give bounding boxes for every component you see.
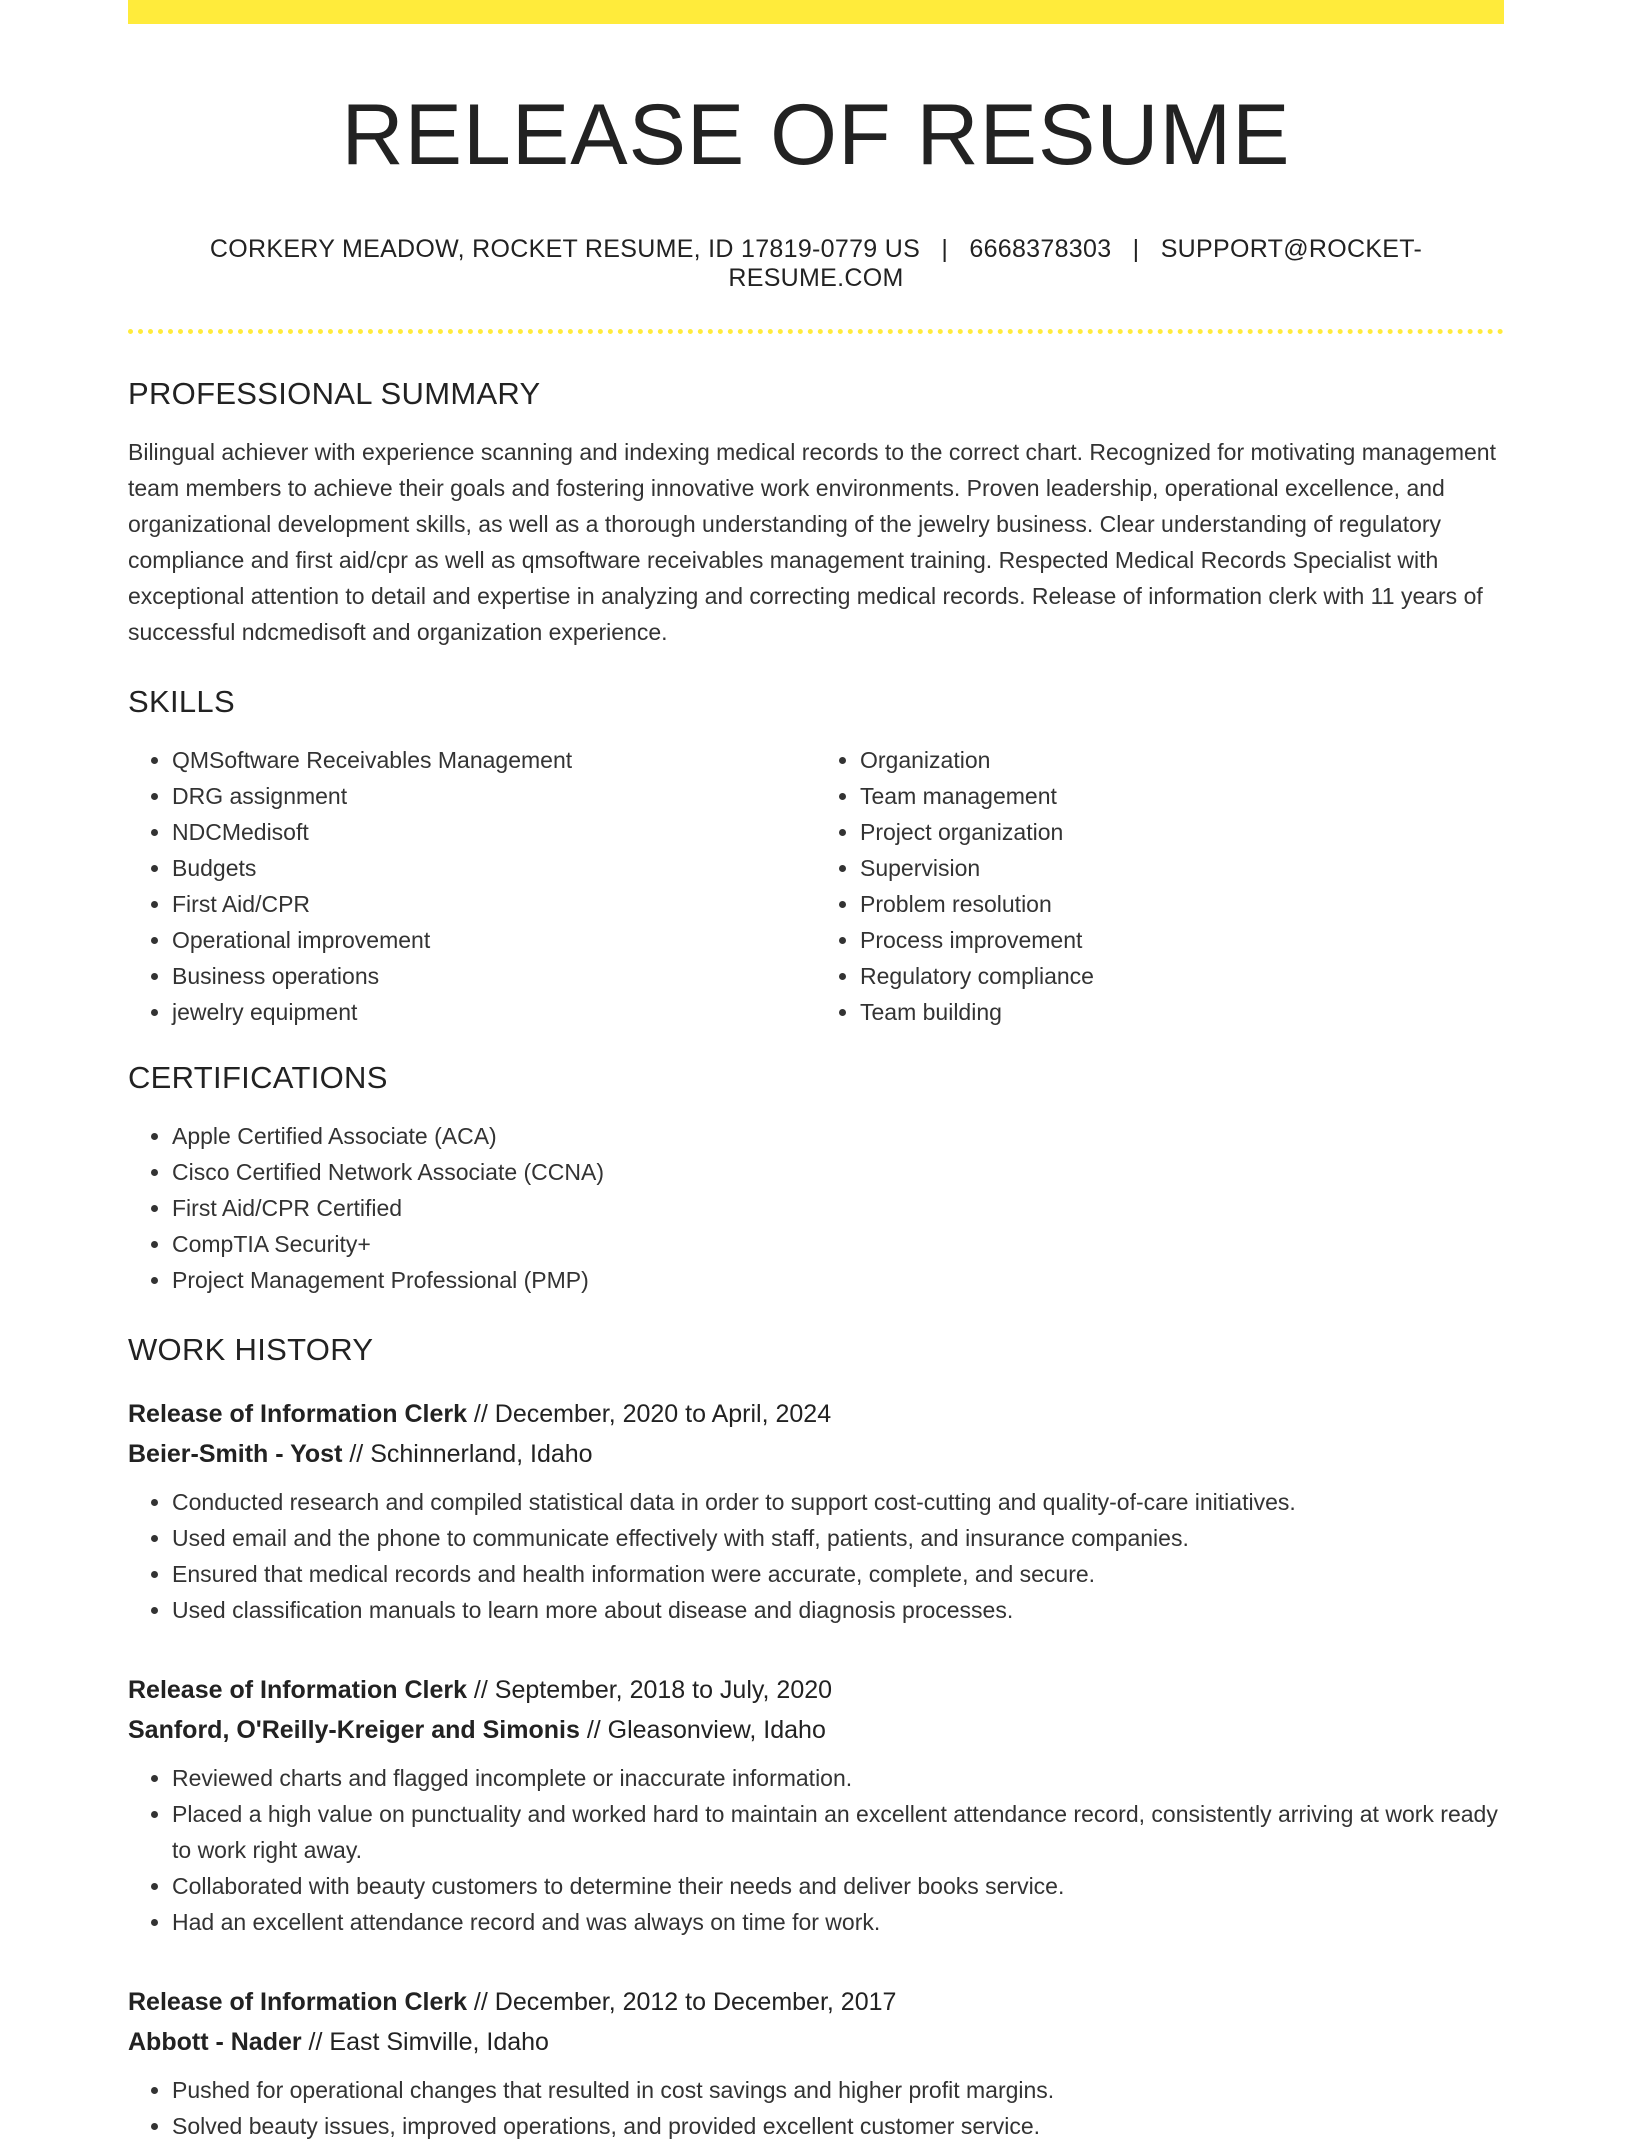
skills-heading: SKILLS xyxy=(128,684,235,720)
skill-item: • jewelry equipment xyxy=(172,994,816,1030)
skill-item: • Operational improvement xyxy=(172,922,816,958)
page-title: RELEASE OF RESUME xyxy=(341,87,1291,183)
accent-bar xyxy=(128,0,1504,24)
skills-column-left xyxy=(128,742,816,1030)
job-company-line xyxy=(128,1710,1504,1750)
job-bullet: • Placed a high value on punctuality and worked hard to maintain an excellent attendance record, consistently arriving at work ready to work right away. xyxy=(172,1796,1504,1868)
contact-email: SUPPORT@ROCKET-RESUME.COM xyxy=(728,235,1423,293)
certification-item: • Cisco Certified Network Associate (CCNA) xyxy=(172,1154,1504,1190)
job-dates: // September, 2018 to July, 2020 xyxy=(466,1676,833,1705)
skill-item: • Problem resolution xyxy=(860,886,1504,922)
job-bullet: • Reviewed charts and flagged incomplete or inaccurate information. xyxy=(172,1760,1504,1796)
job-location: // Schinnerland, Idaho xyxy=(342,1440,593,1469)
job-company-line xyxy=(128,1434,1504,1474)
job-location: // East Simville, Idaho xyxy=(301,2028,549,2057)
contact-separator: | xyxy=(1132,235,1140,264)
work-history-heading: WORK HISTORY xyxy=(128,1332,374,1368)
skill-item: • Team building xyxy=(860,994,1504,1030)
skill-item: • Organization xyxy=(860,742,1504,778)
job-dates: // December, 2020 to April, 2024 xyxy=(466,1400,832,1429)
job-bullet: • Collaborated with beauty customers to determine their needs and deliver books service. xyxy=(172,1868,1504,1904)
contact-separator: | xyxy=(941,235,949,264)
skill-item: • NDCMedisoft xyxy=(172,814,816,850)
job-title: Release of Information Clerk xyxy=(128,1676,467,1705)
certification-item: • Apple Certified Associate (ACA) xyxy=(172,1118,1504,1154)
job-bullet: • Pushed for operational changes that resulted in cost savings and higher profit margins. xyxy=(172,2072,1504,2108)
job-entry xyxy=(128,1982,1504,2144)
skill-item: • Business operations xyxy=(172,958,816,994)
job-bullets xyxy=(128,1760,1504,1940)
resume-page xyxy=(128,0,1504,2144)
skill-item: • Project organization xyxy=(860,814,1504,850)
skill-item: • Supervision xyxy=(860,850,1504,886)
job-bullet: • Conducted research and compiled statistical data in order to support cost-cutting and quality-of-care initiatives. xyxy=(172,1484,1504,1520)
job-entry xyxy=(128,1394,1504,1628)
summary-heading: PROFESSIONAL SUMMARY xyxy=(128,376,541,412)
job-company: Sanford, O'Reilly-Kreiger and Simonis xyxy=(128,1716,580,1745)
contact-line xyxy=(128,235,1504,293)
job-bullet: • Used classification manuals to learn more about disease and diagnosis processes. xyxy=(172,1592,1504,1628)
skill-item: • Budgets xyxy=(172,850,816,886)
contact-phone: 6668378303 xyxy=(969,235,1112,264)
job-title-line xyxy=(128,1394,1504,1434)
job-title: Release of Information Clerk xyxy=(128,1400,467,1429)
skill-item: • Regulatory compliance xyxy=(860,958,1504,994)
skill-item: • DRG assignment xyxy=(172,778,816,814)
job-bullet: • Had an excellent attendance record and was always on time for work. xyxy=(172,1904,1504,1940)
skill-item: • Process improvement xyxy=(860,922,1504,958)
certifications-heading: CERTIFICATIONS xyxy=(128,1060,388,1096)
job-company-line xyxy=(128,2022,1504,2062)
skill-item: • QMSoftware Receivables Management xyxy=(172,742,816,778)
skill-item: • Team management xyxy=(860,778,1504,814)
skills-list xyxy=(128,742,1504,1030)
job-title-line xyxy=(128,1670,1504,1710)
certification-item: • CompTIA Security+ xyxy=(172,1226,1504,1262)
job-company: Abbott - Nader xyxy=(128,2028,302,2057)
certification-item: • First Aid/CPR Certified xyxy=(172,1190,1504,1226)
job-bullets xyxy=(128,2072,1504,2144)
summary-text: Bilingual achiever with experience scanning and indexing medical records to the correct chart. Recognized for motivating management team members to achieve their goals and fostering innovative work environments. Proven leadership, operational excellence, and organizational development skills, as well as a thorough understanding of the jewelry business. Clear understanding of regulatory compliance and first aid/cpr as well as qmsoftware receivables management training. Respected Medical Records Specialist with exceptional attention to detail and expertise in analyzing and correcting medical records. Release of information clerk with 11 years of successful ndcmedisoft and organization experience. xyxy=(128,439,1496,646)
job-entry xyxy=(128,1670,1504,1940)
skills-column-right xyxy=(816,742,1504,1030)
job-dates: // December, 2012 to December, 2017 xyxy=(466,1988,897,2017)
skill-item: • First Aid/CPR xyxy=(172,886,816,922)
job-title-line xyxy=(128,1982,1504,2022)
job-bullets xyxy=(128,1484,1504,1628)
contact-address: CORKERY MEADOW, ROCKET RESUME, ID 17819-0779 US xyxy=(209,235,921,264)
job-bullet: • Solved beauty issues, improved operations, and provided excellent customer service. xyxy=(172,2108,1504,2144)
dotted-divider xyxy=(128,329,1504,334)
job-location: // Gleasonview, Idaho xyxy=(579,1716,826,1745)
job-bullet: • Ensured that medical records and health information were accurate, complete, and secure. xyxy=(172,1556,1504,1592)
certification-item: • Project Management Professional (PMP) xyxy=(172,1262,1504,1298)
job-bullet: • Used email and the phone to communicate effectively with staff, patients, and insurance companies. xyxy=(172,1520,1504,1556)
certifications-list xyxy=(128,1118,1504,1298)
job-title: Release of Information Clerk xyxy=(128,1988,467,2017)
job-company: Beier-Smith - Yost xyxy=(128,1440,343,1469)
